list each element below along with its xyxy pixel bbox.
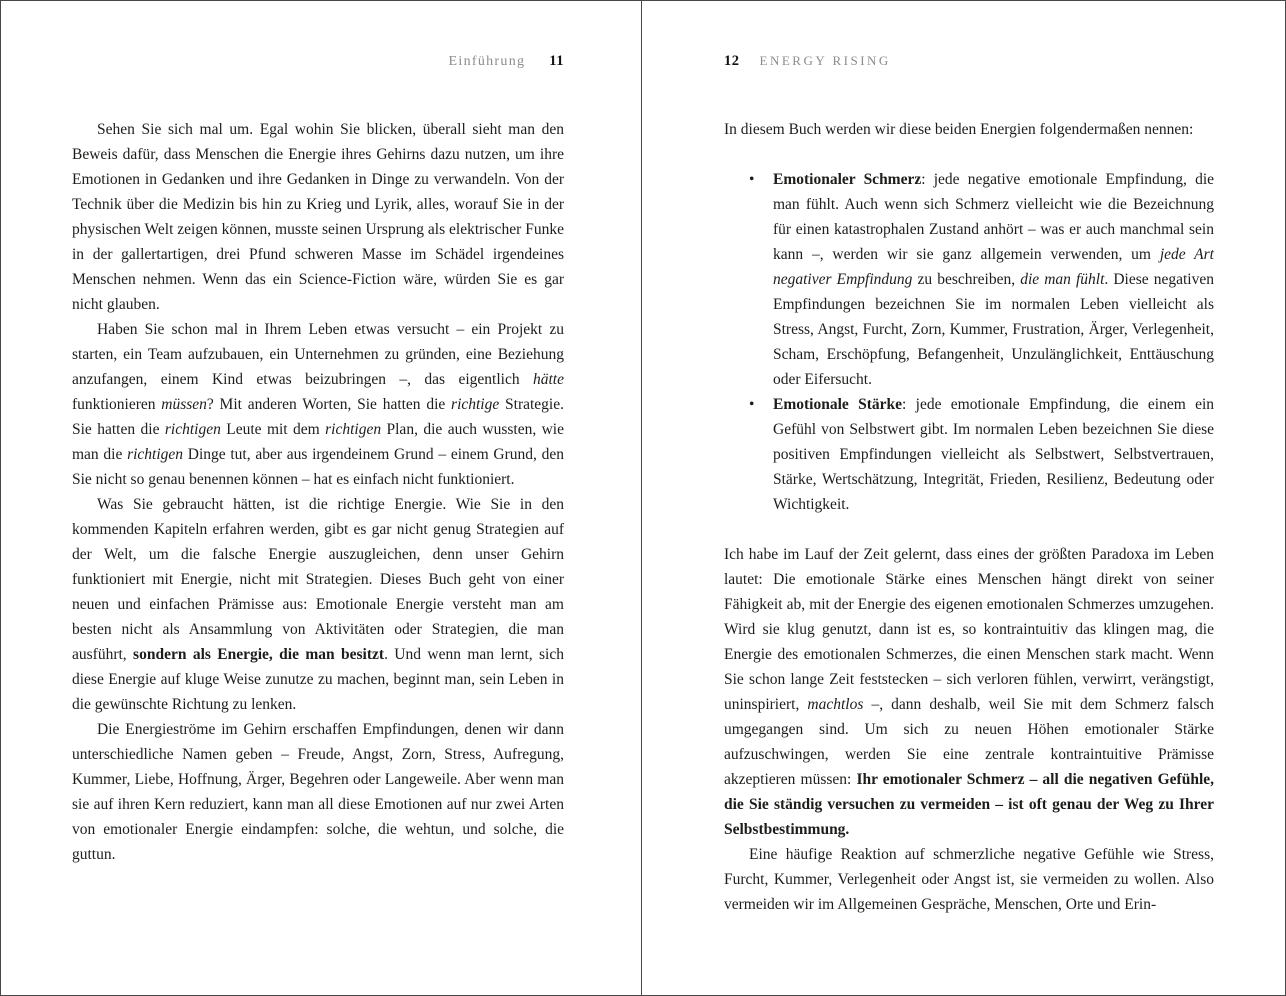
- page-body-right: [724, 117, 1214, 917]
- text-run: Die Energieströme im Gehirn erschaffen Empfindungen, denen wir dann unterschiedliche Namen geben – Freude, Angst, Zorn, Stress, Aufregung, Kummer, Liebe, Hoffnung, Ärger, Begehren oder Langeweile. Aber wenn man sie auf ihren Kern reduziert, kann man all diese Emotionen auf nur zwei Arten von emotionaler Energie eindampfen: solche, die wehtun, und solche, die guttun.: [72, 721, 564, 863]
- paragraph: [724, 542, 1214, 842]
- page-number-right: 12: [724, 53, 740, 69]
- text-run: Dinge tut, aber aus irgendeinem Grund – einem Grund, den Sie nicht so genau benennen können – hat es einfach nicht funktioniert.: [72, 446, 565, 488]
- running-head-right: [724, 53, 1214, 70]
- text-run: Sehen Sie sich mal um. Egal wohin Sie blicken, überall sieht man den Beweis dafür, dass Menschen die Energie ihres Gehirns dazu nutzen, um ihre Emotionen in Gedanken und ihre Gedanken in Dinge zu verwandeln. Von der Technik über die Medizin bis hin zu Krieg und Lyrik, alles, worauf Sie in der physischen Welt zeigen können, musste seinen Ursprung als elektrischer Funke in der gallertartigen, drei Pfund schweren Masse im Schädel irgendeines Menschen nehmen. Wenn das ein Science-Fiction wäre, würden Sie es gar nicht glauben.: [72, 121, 564, 313]
- text-run: Ich habe im Lauf der Zeit gelernt, dass eines der größten Paradoxa im Leben lautet: Die emotionale Stärke eines Menschen hängt direkt von seiner Fähigkeit ab, mit der Energie des eigenen emotionalen Schmerzes umzugehen. Wird sie klug genutzt, dann ist es, so kontraintuitiv das klingen mag, die Energie des emotionalen Schmerzes, die einen Menschen stark macht. Wenn Sie schon lange Zeit feststecken – sich verloren fühlen, verwirrt, verängstigt, uninspiriert,: [724, 546, 1214, 713]
- bold-text: Ihr emotionaler Schmerz – all die negativen Gefühle, die Sie ständig versuchen zu vermeiden – ist oft genau der Weg zu Ihrer Selbstbestimmung.: [724, 771, 1215, 838]
- page-left: [1, 1, 641, 995]
- bullet-list-item: [724, 392, 1214, 517]
- paragraph: [72, 117, 564, 317]
- text-run: Leute mit dem: [220, 421, 326, 438]
- text-run: : jede negative emotionale Empfindung, die man fühlt. Auch wenn sich Schmerz vielleicht wie die Bezeichnung für einen katastrophalen Zustand anhört – was er auch manchmal sein kann –, werden wir sie ganz allgemein verwenden, um: [773, 171, 1215, 263]
- bold-text: Emotionaler Schmerz: [773, 171, 922, 188]
- italic-text: jede Art negativer Empfindung: [773, 246, 1214, 288]
- text-run: ? Mit anderen Worten, Sie hatten die: [206, 396, 452, 413]
- bullet-text: [773, 392, 1214, 517]
- paragraph: [72, 492, 564, 717]
- page-number-left: 11: [549, 53, 564, 69]
- italic-text: richtigen: [325, 421, 382, 438]
- text-run: In diesem Buch werden wir diese beiden Energien folgendermaßen nennen:: [724, 121, 1194, 138]
- page-right: [642, 1, 1286, 995]
- bullet-text: [773, 167, 1214, 392]
- italic-text: machtlos: [807, 696, 864, 713]
- italic-text: richtige: [451, 396, 500, 413]
- italic-text: hätte: [533, 371, 564, 388]
- text-run: funktionieren: [72, 396, 162, 413]
- italic-text: müssen: [161, 396, 207, 413]
- paragraph: [72, 317, 564, 492]
- text-column-left: [72, 1, 564, 995]
- text-run: Eine häufige Reaktion auf schmerzliche negative Gefühle wie Stress, Furcht, Kummer, Verlegenheit oder Angst ist, sie vermeiden zu wollen. Also vermeiden wir im Allgemeinen Gespräche, Menschen, Orte und Erin-: [724, 846, 1214, 913]
- text-run: : jede emotionale Empfindung, die einem ein Gefühl von Selbstwert gibt. Im normalen Leben bezeichnen Sie diese positiven Empfindungen vielleicht als Selbstwert, Selbstvertrauen, Stärke, Wertschätzung, Integrität, Frieden, Resilienz, Bedeutung oder Wichtigkeit.: [773, 396, 1215, 513]
- italic-text: richtigen: [127, 446, 184, 463]
- book-title: ENERGY RISING: [759, 53, 891, 68]
- chapter-title: Einführung: [448, 54, 526, 69]
- text-run: Was Sie gebraucht hätten, ist die richtige Energie. Wie Sie in den kommenden Kapiteln erfahren werden, gibt es gar nicht genug Strategien auf der Welt, um die falsche Energie auszugleichen, denn unser Gehirn funktioniert mit Energie, nicht mit Strategien. Dieses Buch geht von einer neuen und einfachen Prämisse aus: Emotionale Energie versteht man am besten nicht als Ansammlung von Aktivitäten oder Strategien, die man ausführt,: [72, 496, 564, 663]
- text-run: . Und wenn man lernt, sich diese Energie auf kluge Weise zunutze zu machen, beginnt man, sein Leben in die gewünschte Richtung zu lenken.: [72, 646, 564, 713]
- bold-text: sondern als Energie, die man besitzt: [133, 646, 385, 663]
- text-run: zu beschreiben,: [912, 271, 1021, 288]
- page-body-left: [72, 117, 564, 867]
- paragraph: [724, 117, 1214, 142]
- paragraph: [724, 842, 1214, 917]
- text-run: –, dann deshalb, weil Sie mit dem Schmerz falsch umgegangen sind. Um sich zu neuen Höhen emotionaler Stärke aufzuschwingen, werden Sie eine zentrale kontraintuitive Prämisse akzeptieren müssen:: [724, 696, 1214, 788]
- italic-text: richtigen: [164, 421, 221, 438]
- bold-text: Emotionale Stärke: [773, 396, 903, 413]
- text-run: Strategie. Sie hatten die: [72, 396, 564, 438]
- italic-text: die man fühlt: [1020, 271, 1105, 288]
- bullet-icon: •: [749, 396, 755, 413]
- text-run: Haben Sie schon mal in Ihrem Leben etwas versucht – ein Projekt zu starten, ein Team aufzubauen, ein Unternehmen zu gründen, eine Beziehung anzufangen, einem Kind etwas beizubringen –, das eigentlich: [72, 321, 564, 388]
- running-head-left: [72, 53, 564, 70]
- bullet-list-item: [724, 167, 1214, 392]
- bullet-icon: •: [749, 171, 755, 188]
- text-run: . Diese negativen Empfindungen bezeichnen Sie im normalen Leben vielleicht als Stress, Angst, Furcht, Zorn, Kummer, Frustration, Ärger, Verlegenheit, Scham, Erschöpfung, Befangenheit, Unzulänglichkeit, Enttäuschung oder Eifersucht.: [773, 271, 1214, 388]
- paragraph: [72, 717, 564, 867]
- text-run: Plan, die auch wussten, wie man die: [72, 421, 564, 463]
- text-column-right: [724, 1, 1214, 995]
